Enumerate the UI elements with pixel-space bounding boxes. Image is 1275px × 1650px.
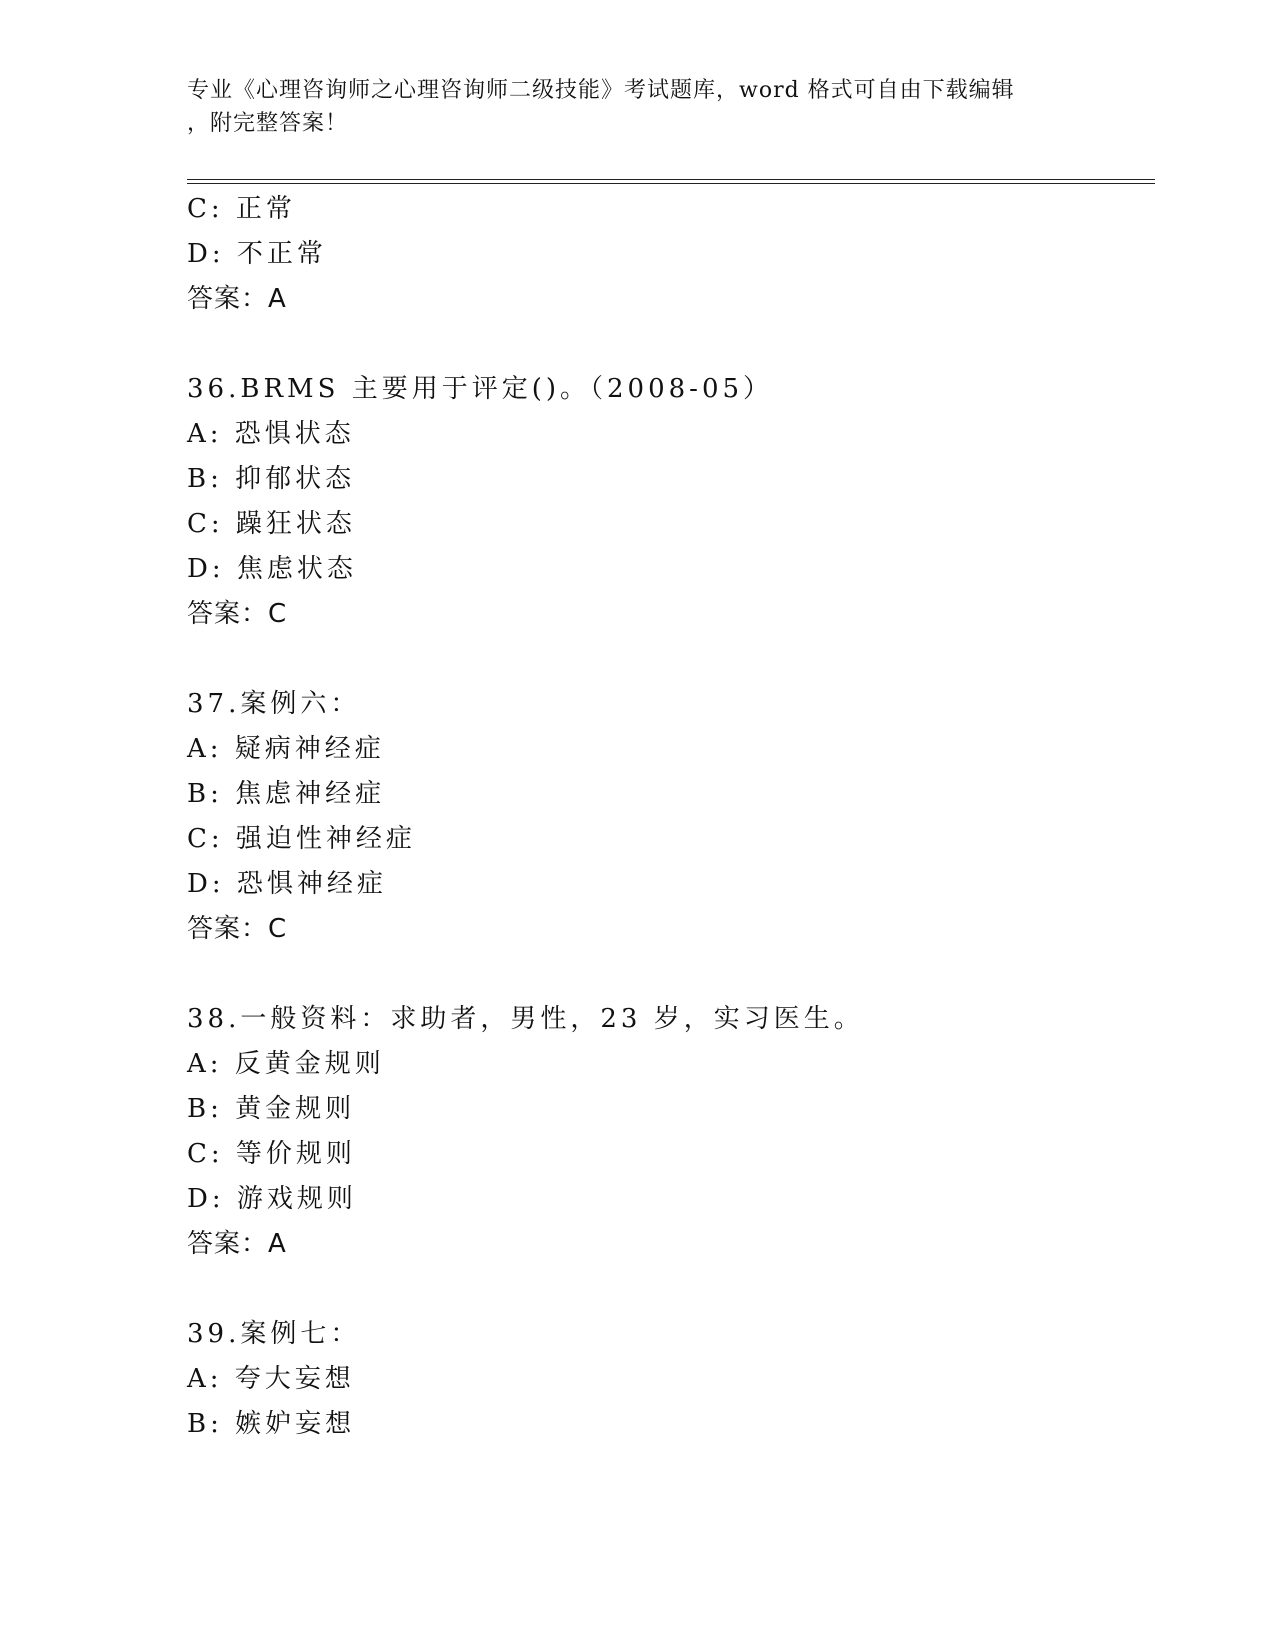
question-39: 39.案例七： <box>187 1319 361 1349</box>
question-36: 36.BRMS 主要用于评定()。（2008-05） <box>187 374 774 404</box>
header-rule-bottom <box>187 183 1155 184</box>
q37-option-b: B: 焦虑神经症 <box>187 779 386 809</box>
option-c-prev: C: 正常 <box>187 194 296 224</box>
q37-option-c: C: 强迫性神经症 <box>187 824 416 854</box>
q38-option-d: D: 游戏规则 <box>187 1184 357 1214</box>
q39-option-a: A: 夸大妄想 <box>187 1364 355 1394</box>
answer-prev: 答案：A <box>187 284 287 314</box>
q36-answer: 答案：C <box>187 599 288 629</box>
q38-option-a: A: 反黄金规则 <box>187 1049 385 1079</box>
q38-option-c: C: 等价规则 <box>187 1139 356 1169</box>
header-line-1: 专业《心理咨询师之心理咨询师二级技能》考试题库，word 格式可自由下载编辑 <box>187 78 1015 103</box>
document-header <box>187 74 1067 140</box>
q39-option-b: B: 嫉妒妄想 <box>187 1409 356 1439</box>
option-d-prev: D: 不正常 <box>187 239 327 269</box>
header-rule-top <box>187 179 1155 180</box>
q36-option-b: B: 抑郁状态 <box>187 464 356 494</box>
question-37: 37.案例六： <box>187 689 361 719</box>
q38-option-b: B: 黄金规则 <box>187 1094 356 1124</box>
q36-option-d: D: 焦虑状态 <box>187 554 357 584</box>
header-line-2: ，附完整答案！ <box>187 111 349 136</box>
q36-option-a: A: 恐惧状态 <box>187 419 355 449</box>
question-38: 38.一般资料：求助者，男性，23 岁，实习医生。 <box>187 1004 864 1034</box>
q37-answer: 答案：C <box>187 914 288 944</box>
q37-option-d: D: 恐惧神经症 <box>187 869 387 899</box>
q38-answer: 答案：A <box>187 1229 287 1259</box>
q36-option-c: C: 躁狂状态 <box>187 509 356 539</box>
q37-option-a: A: 疑病神经症 <box>187 734 385 764</box>
